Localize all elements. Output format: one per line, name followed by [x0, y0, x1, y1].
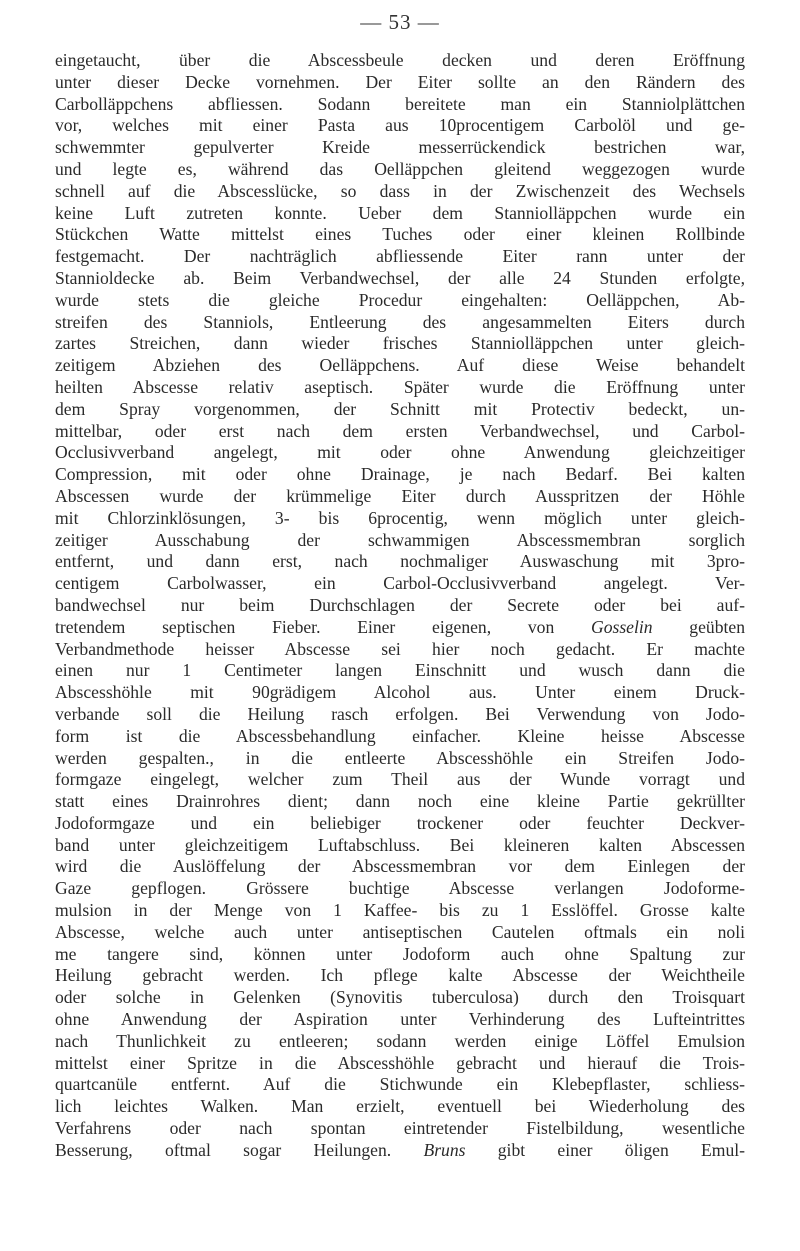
text-line: ohne Anwendung der Aspiration unter Verhinderung des Lufteintrittes [55, 1009, 745, 1030]
text-line: Heilung gebracht werden. Ich pflege kalte Abscesse der Weichtheile [55, 965, 745, 986]
text-line: einen nur 1 Centimeter langen Einschnitt und wusch dann die [55, 660, 745, 681]
text-line: Stannioldecke ab. Beim Verbandwechsel, der alle 24 Stunden erfolgte, [55, 267, 745, 288]
text-line: Jodoformgaze und ein beliebiger trockener oder feuchter Deckver- [55, 812, 745, 833]
text-line: zeitiger Ausschabung der schwammigen Abscessmembran sorglich [55, 529, 745, 550]
text-line: nach Thunlichkeit zu entleeren; sodann werden einige Löffel Emulsion [55, 1030, 745, 1051]
text-line: schnell auf die Abscesslücke, so dass in der Zwischenzeit des Wechsels [55, 180, 745, 201]
text-line: wird die Auslöffelung der Abscessmembran vor dem Einlegen der [55, 856, 745, 877]
text-line: bandwechsel nur beim Durchschlagen der Secrete oder bei auf- [55, 594, 745, 615]
text-line: und legte es, während das Oelläppchen gleitend weggezogen wurde [55, 158, 745, 179]
page-number: — 53 — [360, 10, 440, 34]
text-line: Abscesshöhle mit 90grädigem Alcohol aus. Unter einem Druck- [55, 682, 745, 703]
text-line: vor, welches mit einer Pasta aus 10procentigem Carbolöl und ge- [55, 115, 745, 136]
text-line: centigem Carbolwasser, ein Carbol-Occlusivverband angelegt. Ver- [55, 573, 745, 594]
text-line: mit Chlorzinklösungen, 3- bis 6procentig, wenn möglich unter gleich- [55, 507, 745, 528]
text-line: quartcanüle entfernt. Auf die Stichwunde ein Klebepflaster, schliess- [55, 1074, 745, 1095]
text-line: eingetaucht, über die Abscessbeule decken und deren Eröffnung [55, 50, 745, 70]
text-line: streifen des Stanniols, Entleerung des angesammelten Eiters durch [55, 311, 745, 332]
text-line: form ist die Abscessbehandlung einfacher. Kleine heisse Abscesse [55, 725, 745, 746]
text-line: schwemmter gepulverter Kreide messerrückendick bestrichen war, [55, 137, 745, 158]
text-line: Verfahrens oder nach spontan eintretender Fistelbildung, wesentliche [55, 1118, 745, 1139]
text-line: Compression, mit oder ohne Drainage, je nach Bedarf. Bei kalten [55, 464, 745, 485]
text-line: Besserung, oftmal sogar Heilungen. Bruns gibt einer öligen Emul- [55, 1139, 745, 1160]
text-line: unter dieser Decke vornehmen. Der Eiter sollte an den Rändern des [55, 71, 745, 92]
text-line: zartes Streichen, dann wieder frisches Stanniolläppchen unter gleich- [55, 333, 745, 354]
text-line: Carbolläppchens abfliessen. Sodann bereitete man ein Stanniolplättchen [55, 93, 745, 114]
text-line: formgaze eingelegt, welcher zum Theil aus der Wunde vorragt und [55, 769, 745, 790]
text-line: mulsion in der Menge von 1 Kaffee- bis zu 1 Esslöffel. Grosse kalte [55, 900, 745, 921]
text-line: wurde stets die gleiche Procedur eingehalten: Oelläppchen, Ab- [55, 289, 745, 310]
text-line: mittelbar, oder erst nach dem ersten Verbandwechsel, und Carbol- [55, 420, 745, 441]
text-line: tretendem septischen Fieber. Einer eigenen, von Gosselin geübten [55, 616, 745, 637]
text-line: Verbandmethode heisser Abscesse sei hier noch gedacht. Er machte [55, 638, 745, 659]
text-line: oder solche in Gelenken (Synovitis tuberculosa) durch den Troisquart [55, 987, 745, 1008]
text-line: band unter gleichzeitigem Luftabschluss. Bei kleineren kalten Abscessen [55, 834, 745, 855]
text-line: me tangere sind, können unter Jodoform auch ohne Spaltung zur [55, 943, 745, 964]
text-line: Abscessen wurde der krümmelige Eiter durch Ausspritzen der Höhle [55, 485, 745, 506]
text-line: keine Luft zutreten konnte. Ueber dem Stanniolläppchen wurde ein [55, 202, 745, 223]
text-line: Occlusivverband angelegt, mit oder ohne Anwendung gleichzeitiger [55, 442, 745, 463]
text-line: heilten Abscesse relativ aseptisch. Später wurde die Eröffnung unter [55, 376, 745, 397]
body-text [55, 50, 745, 1162]
text-line: festgemacht. Der nachträglich abfliessende Eiter rann unter der [55, 246, 745, 267]
text-line: werden gespalten., in die entleerte Abscesshöhle ein Streifen Jodo- [55, 747, 745, 768]
text-line: verbande soll die Heilung rasch erfolgen. Bei Verwendung von Jodo- [55, 703, 745, 724]
text-line: entfernt, und dann erst, nach nochmaliger Auswaschung mit 3pro- [55, 551, 745, 572]
text-line: Gaze gepflogen. Grössere buchtige Abscesse verlangen Jodoforme- [55, 878, 745, 899]
text-line: Abscesse, welche auch unter antiseptischen Cautelen oftmals ein noli [55, 921, 745, 942]
text-line: zeitigem Abziehen des Oelläppchens. Auf diese Weise behandelt [55, 355, 745, 376]
italic-name: Bruns [423, 1139, 466, 1160]
text-line: statt eines Drainrohres dient; dann noch eine kleine Partie gekrüllter [55, 791, 745, 812]
text-line: mittelst einer Spritze in die Abscesshöhle gebracht und hierauf die Trois- [55, 1052, 745, 1073]
text-line: dem Spray vorgenommen, der Schnitt mit Protectiv bedeckt, un- [55, 398, 745, 419]
text-line: lich leichtes Walken. Man erzielt, eventuell bei Wiederholung des [55, 1096, 745, 1117]
text-line: Stückchen Watte mittelst eines Tuches oder einer kleinen Rollbinde [55, 224, 745, 245]
italic-name: Gosselin [590, 616, 653, 637]
